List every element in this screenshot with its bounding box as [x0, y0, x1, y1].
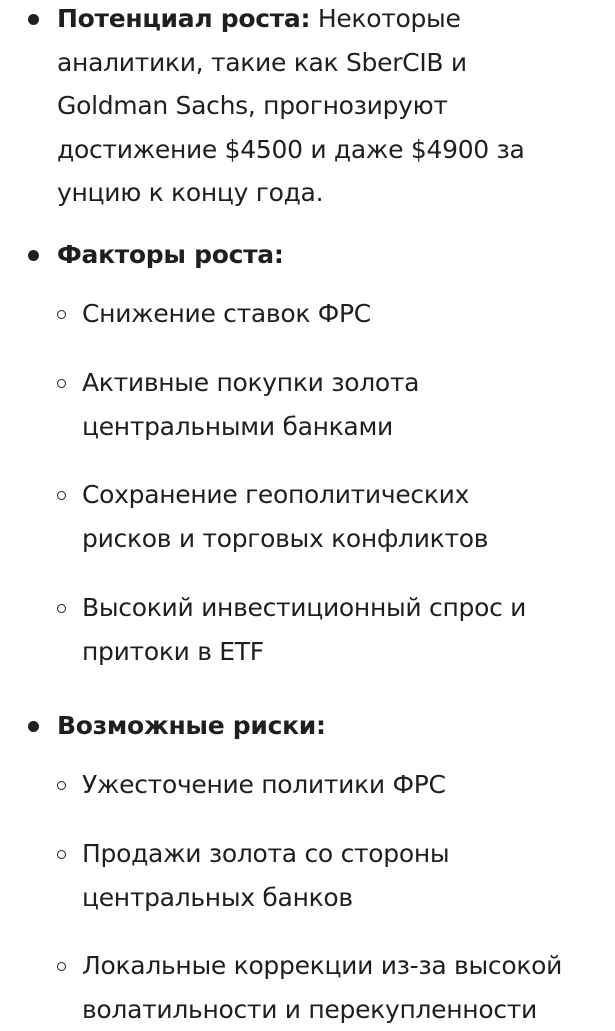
list-item-text: Продажи золота со стороны центральных банков [82, 839, 450, 912]
bullet-circle-icon [57, 962, 66, 971]
bullet-disc-icon [28, 721, 39, 732]
bullet-disc-icon [28, 250, 39, 261]
list-item-text: Ужесточение политики ФРС [82, 770, 446, 799]
possible-risks-heading [57, 704, 577, 748]
list-item-text: Локальные коррекции из-за высокой волатильности и перекупленности [82, 951, 563, 1024]
list-item-text: Сохранение геополитических рисков и торговых конфликтов [82, 480, 489, 553]
bullet-disc-icon [28, 14, 39, 25]
growth-factors-label: Факторы роста: [57, 240, 284, 269]
bullet-circle-icon [57, 781, 66, 790]
bullet-circle-icon [57, 379, 66, 388]
growth-potential-paragraph [57, 0, 577, 215]
growth-factors-heading [57, 233, 577, 277]
bullet-circle-icon [57, 491, 66, 500]
bullet-circle-icon [57, 850, 66, 859]
growth-potential-label: Потенциал роста: [57, 4, 311, 33]
list-item-text: Высокий инвестиционный спрос и притоки в ETF [82, 593, 527, 666]
growth-potential-text: Некоторые аналитики, такие как SberCIB и Goldman Sachs, прогнозируют достижение $4500 и даже $4900 за унцию к концу года. [57, 4, 525, 207]
possible-risks-label: Возможные риски: [57, 711, 326, 740]
list-item-text: Активные покупки золота центральными банками [82, 368, 420, 441]
list-item-text: Снижение ставок ФРС [82, 299, 371, 328]
bullet-circle-icon [57, 310, 66, 319]
bullet-circle-icon [57, 604, 66, 613]
